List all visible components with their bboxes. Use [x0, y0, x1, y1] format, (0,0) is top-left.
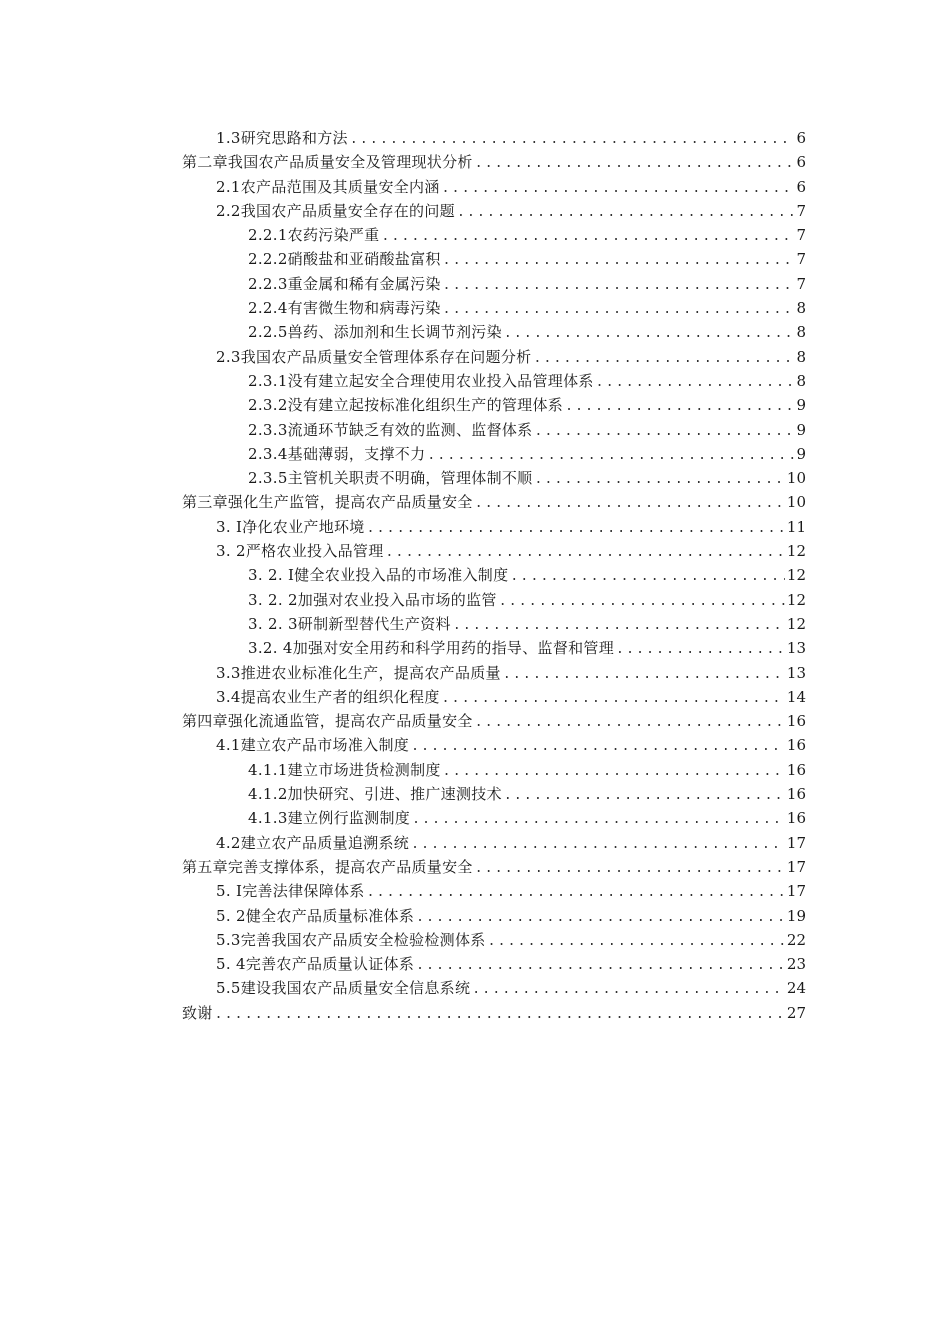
toc-entry-title: 5.3完善我国农产品质安全检验检测体系: [216, 930, 486, 949]
toc-dot-leader: [350, 128, 794, 152]
toc-entry-title: 3. I净化农业产地环境: [216, 517, 365, 536]
toc-entry[interactable]: [182, 758, 806, 782]
toc-entry-title: 第四章强化流通监管，提高农产品质量安全: [182, 712, 473, 731]
toc-entry[interactable]: [182, 588, 806, 612]
toc-entry-title: 3.3推进农业标准化生产，提高农产品质量: [216, 663, 501, 682]
toc-entry[interactable]: [182, 976, 806, 1000]
toc-entry-title: 3.4提高农业生产者的组织化程度: [216, 687, 440, 706]
toc-entry-page-number: 17: [786, 857, 806, 876]
toc-entry[interactable]: [182, 904, 806, 928]
toc-entry[interactable]: [182, 393, 806, 417]
toc-entry-title: 3. 2. 3研制新型替代生产资料: [248, 614, 451, 633]
toc-entry-page-number: 16: [786, 809, 806, 828]
toc-entry-page-number: 9: [796, 444, 806, 463]
toc-entry[interactable]: [182, 879, 806, 903]
toc-dot-leader: [457, 201, 794, 225]
toc-dot-leader: [475, 152, 794, 176]
toc-entry-page-number: 9: [796, 396, 806, 415]
toc-entry-page-number: 12: [786, 590, 806, 609]
toc-entry[interactable]: [182, 199, 806, 223]
toc-dot-leader: [443, 249, 794, 273]
toc-dot-leader: [443, 298, 794, 322]
toc-dot-leader: [475, 857, 785, 881]
toc-entry-title: 2.2.5兽药、添加剂和生长调节剂污染: [248, 323, 502, 342]
toc-entry[interactable]: [182, 418, 806, 442]
toc-dot-leader: [411, 833, 785, 857]
toc-entry-page-number: 7: [796, 226, 806, 245]
toc-entry[interactable]: [182, 369, 806, 393]
toc-entry[interactable]: [182, 612, 806, 636]
toc-entry[interactable]: [182, 320, 806, 344]
toc-dot-leader: [596, 371, 794, 395]
toc-entry-page-number: 12: [786, 614, 806, 633]
toc-entry-page-number: 16: [786, 760, 806, 779]
toc-entry-title: 5. I完善法律保障体系: [216, 882, 365, 901]
toc-entry[interactable]: [182, 126, 806, 150]
toc-entry-page-number: 7: [796, 250, 806, 269]
toc-dot-leader: [504, 784, 785, 808]
toc-dot-leader: [416, 906, 785, 930]
toc-dot-leader: [443, 274, 794, 298]
toc-entry-page-number: 12: [786, 566, 806, 585]
toc-entry[interactable]: [182, 563, 806, 587]
toc-dot-leader: [411, 735, 785, 759]
toc-entry-page-number: 6: [796, 129, 806, 147]
toc-entry-page-number: 8: [796, 371, 806, 390]
toc-dot-leader: [503, 663, 785, 687]
toc-dot-leader: [534, 468, 784, 492]
toc-entry-page-number: 22: [786, 930, 806, 949]
toc-entry-title: 3. 2. I健全农业投入品的市场准入制度: [248, 566, 509, 585]
toc-entry[interactable]: [182, 709, 806, 733]
toc-entry-title: 第二章我国农产品质量安全及管理现状分析: [182, 153, 473, 172]
toc-entry-page-number: 13: [786, 663, 806, 682]
toc-dot-leader: [472, 978, 785, 1002]
toc-entry-page-number: 14: [786, 687, 806, 706]
toc-entry-page-number: 7: [796, 274, 806, 293]
toc-entry-title: 3. 2严格农业投入品管理: [216, 542, 384, 561]
toc-entry[interactable]: [182, 247, 806, 271]
toc-entry-page-number: 16: [786, 785, 806, 804]
toc-entry-title: 2.3.4基础薄弱，支撑不力: [248, 444, 426, 463]
toc-dot-leader: [215, 1003, 785, 1027]
toc-entry[interactable]: [182, 150, 806, 174]
toc-dot-leader: [381, 225, 794, 249]
toc-entry-page-number: 17: [786, 833, 806, 852]
toc-entry-title: 第三章强化生产监管，提高农产品质量安全: [182, 493, 473, 512]
toc-entry[interactable]: [182, 685, 806, 709]
toc-dot-leader: [488, 930, 785, 954]
toc-entry-title: 2.2.1农药污染严重: [248, 226, 380, 245]
toc-dot-leader: [367, 881, 785, 905]
toc-entry-title: 1.3研究思路和方法: [216, 129, 348, 147]
toc-entry-page-number: 10: [786, 469, 806, 488]
toc-entry[interactable]: [182, 1001, 806, 1025]
toc-entry-title: 2.3.2没有建立起按标准化组织生产的管理体系: [248, 396, 564, 415]
toc-dot-leader: [443, 760, 785, 784]
toc-dot-leader: [616, 638, 785, 662]
toc-dot-leader: [510, 565, 785, 589]
toc-entry-title: 3. 2. 2加强对农业投入品市场的监管: [248, 590, 497, 609]
toc-entry-page-number: 11: [786, 517, 806, 536]
toc-entry[interactable]: [182, 661, 806, 685]
toc-entry[interactable]: [182, 442, 806, 466]
toc-entry-page-number: 8: [796, 323, 806, 342]
toc-entry-title: 5. 2健全农产品质量标准体系: [216, 906, 415, 925]
toc-entry-title: 2.3.1没有建立起安全合理使用农业投入品管理体系: [248, 371, 594, 390]
toc-dot-leader: [453, 614, 785, 638]
toc-entry-title: 2.2.4有害微生物和病毒污染: [248, 299, 441, 318]
toc-entry-title: 2.2.3重金属和稀有金属污染: [248, 274, 441, 293]
toc-entry-page-number: 8: [796, 299, 806, 318]
toc-entry[interactable]: [182, 515, 806, 539]
toc-entry-page-number: 13: [786, 639, 806, 658]
toc-entry-page-number: 6: [796, 153, 806, 172]
toc-dot-leader: [427, 444, 794, 468]
toc-entry[interactable]: [182, 539, 806, 563]
toc-dot-leader: [565, 395, 794, 419]
toc-entry[interactable]: [182, 296, 806, 320]
toc-entry-page-number: 19: [786, 906, 806, 925]
toc-entry-title: 2.3我国农产品质量安全管理体系存在问题分析: [216, 347, 532, 366]
toc-entry[interactable]: [182, 831, 806, 855]
toc-dot-leader: [416, 954, 785, 978]
toc-entry-title: 5. 4完善农产品质量认证体系: [216, 955, 415, 974]
toc-entry-title: 4.1.1建立市场进货检测制度: [248, 760, 441, 779]
toc-entry[interactable]: [182, 490, 806, 514]
toc-entry-page-number: 27: [786, 1003, 806, 1022]
toc-dot-leader: [412, 808, 785, 832]
toc-entry-page-number: 9: [796, 420, 806, 439]
toc-entry[interactable]: [182, 806, 806, 830]
toc-entry-title: 4.1建立农产品市场准入制度: [216, 736, 410, 755]
toc-entry[interactable]: [182, 952, 806, 976]
toc-entry-title: 2.2我国农产品质量安全存在的问题: [216, 201, 455, 220]
toc-entry-page-number: 17: [786, 882, 806, 901]
toc-entry-title: 第五章完善支撑体系，提高农产品质量安全: [182, 857, 473, 876]
toc-entry-title: 3.2. 4加强对安全用药和科学用药的指导、监督和管理: [248, 639, 615, 658]
toc-entry-page-number: 6: [796, 177, 806, 196]
toc-entry-title: 2.3.3流通环节缺乏有效的监测、监督体系: [248, 420, 533, 439]
toc-entry[interactable]: [182, 782, 806, 806]
toc-entry[interactable]: [182, 272, 806, 296]
toc-dot-leader: [442, 177, 794, 201]
toc-entry-page-number: 16: [786, 712, 806, 731]
toc-entry-title: 2.2.2硝酸盐和亚硝酸盐富积: [248, 250, 441, 269]
toc-entry[interactable]: [182, 636, 806, 660]
toc-dot-leader: [504, 322, 794, 346]
toc-entry-title: 致谢: [182, 1003, 213, 1022]
toc-entry[interactable]: [182, 175, 806, 199]
toc-entry-title: 4.2建立农产品质量追溯系统: [216, 833, 410, 852]
toc-dot-leader: [367, 517, 785, 541]
toc-entry-title: 2.1农产品范围及其质量安全内涵: [216, 177, 440, 196]
toc-entry-title: 5.5建设我国农产品质量安全信息系统: [216, 979, 471, 998]
toc-entry-title: 4.1.3建立例行监测制度: [248, 809, 411, 828]
toc-entry[interactable]: [182, 466, 806, 490]
toc-dot-leader: [386, 541, 785, 565]
toc-dot-leader: [534, 420, 794, 444]
toc-entry[interactable]: [182, 733, 806, 757]
toc-entry-page-number: 10: [786, 493, 806, 512]
toc-entry[interactable]: [182, 928, 806, 952]
toc-entry-page-number: 23: [786, 955, 806, 974]
toc-dot-leader: [475, 492, 785, 516]
table-of-contents: [182, 126, 806, 1025]
toc-dot-leader: [442, 687, 785, 711]
toc-entry-page-number: 12: [786, 542, 806, 561]
toc-entry[interactable]: [182, 345, 806, 369]
toc-dot-leader: [499, 590, 785, 614]
toc-dot-leader: [475, 711, 785, 735]
toc-entry-page-number: 8: [796, 347, 806, 366]
toc-entry[interactable]: [182, 855, 806, 879]
toc-entry-page-number: 24: [786, 979, 806, 998]
toc-entry-title: 2.3.5主管机关职责不明确，管理体制不顺: [248, 469, 533, 488]
toc-entry-page-number: 7: [796, 201, 806, 220]
toc-entry-page-number: 16: [786, 736, 806, 755]
toc-entry[interactable]: [182, 223, 806, 247]
toc-dot-leader: [533, 347, 794, 371]
toc-entry-title: 4.1.2加快研究、引进、推广速测技术: [248, 785, 502, 804]
